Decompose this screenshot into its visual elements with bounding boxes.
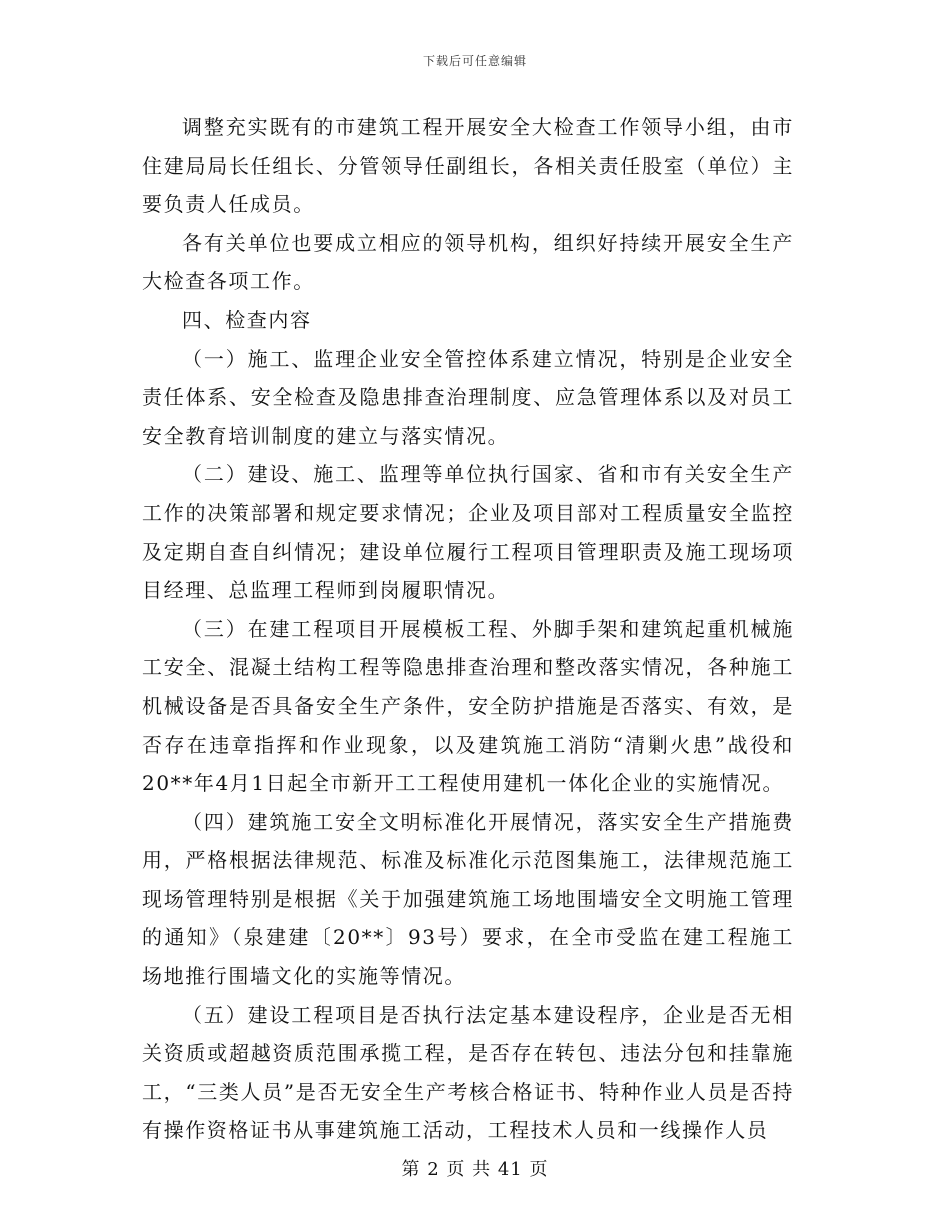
page-number-footer: 第 2 页 共 41 页 [401, 1159, 549, 1180]
paragraph-item-1: （一）施工、监理企业安全管控体系建立情况，特别是企业安全责任体系、安全检查及隐患排查治理制度、应急管理体系以及对员工安全教育培训制度的建立与落实情况。 [142, 346, 794, 448]
paragraph-units-organization: 各有关单位也要成立相应的领导机构，组织好持续开展安全生产大检查各项工作。 [142, 230, 794, 294]
paragraph-leadership-group: 调整充实既有的市建筑工程开展安全大检查工作领导小组，由市住建局局长任组长、分管领导任副组长，各相关责任股室（单位）主要负责人任成员。 [142, 115, 794, 217]
paragraph-item-3: （三）在建工程项目开展模板工程、外脚手架和建筑起重机械施工安全、混凝土结构工程等隐患排查治理和整改落实情况，各种施工机械设备是否具备安全生产条件，安全防护措施是否落实、有效，是否存在违章指挥和作业现象，以及建筑施工消防“清剿火患”战役和20**年4月1日起全市新开工工程使用建机一体化企业的实施情况。 [142, 616, 794, 796]
document-body [142, 108, 794, 1150]
paragraph-item-2: （二）建设、施工、监理等单位执行国家、省和市有关安全生产工作的决策部署和规定要求情况；企业及项目部对工程质量安全监控及定期自查自纠情况；建设单位履行工程项目管理职责及施工现场项目经理、总监理工程师到岗履职情况。 [142, 462, 794, 603]
section-heading-inspection-content: 四、检查内容 [182, 307, 312, 332]
paragraph-item-5: （五）建设工程项目是否执行法定基本建设程序，企业是否无相关资质或超越资质范围承揽工程，是否存在转包、违法分包和挂靠施工，“三类人员”是否无安全生产考核合格证书、特种作业人员是否持有操作资格证书从事建筑施工活动，工程技术人员和一线操作人员 [142, 1002, 794, 1143]
page-header: 下载后可任意编辑 [422, 54, 527, 68]
paragraph-item-4: （四）建筑施工安全文明标准化开展情况，落实安全生产措施费用，严格根据法律规范、标准及标准化示范图集施工，法律规范施工现场管理特别是根据《关于加强建筑施工场地围墙安全文明施工管理的通知》（泉建建〔20**〕93号）要求，在全市受监在建工程施工场地推行围墙文化的实施等情况。 [142, 809, 794, 989]
